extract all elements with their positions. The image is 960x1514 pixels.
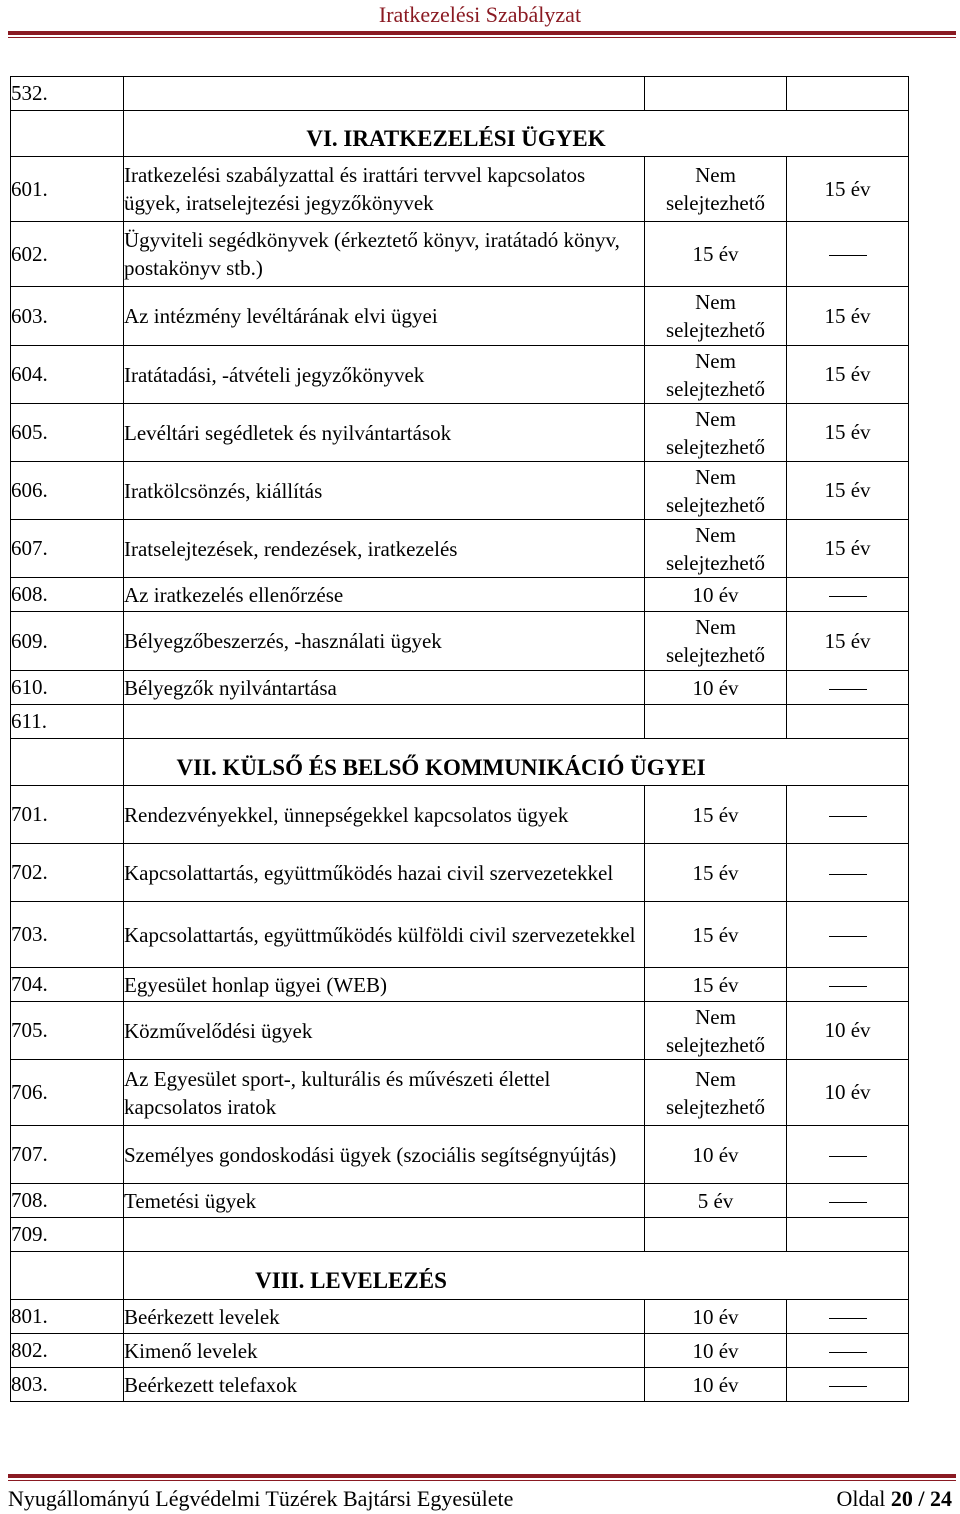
item-code: 802.: [11, 1334, 124, 1368]
table-row: [11, 1184, 909, 1218]
page-total: 24: [930, 1486, 952, 1511]
section-heading-row: [11, 1252, 909, 1300]
section-heading-row: [11, 739, 909, 786]
item-code: 603.: [11, 287, 124, 346]
retention-period: 10 év: [645, 1334, 787, 1368]
table-row: [11, 287, 909, 346]
retention-period: 10 év: [645, 1300, 787, 1334]
table-row: [11, 157, 909, 222]
dash-mark: [829, 1202, 867, 1203]
table-row: [11, 222, 909, 287]
table-row: [11, 404, 909, 462]
item-code: 602.: [11, 222, 124, 287]
item-code: 610.: [11, 671, 124, 705]
item-code: 606.: [11, 462, 124, 520]
retention-period: Nem selejtezhető: [645, 1060, 787, 1126]
item-description: Ügyviteli segédkönyvek (érkeztető könyv, iratátadó könyv, postakönyv stb.): [124, 222, 645, 287]
archive-period: 15 év: [787, 612, 909, 671]
archive-period: [787, 1300, 909, 1334]
retention-period: 10 év: [645, 578, 787, 612]
retention-period: Nem selejtezhető: [645, 612, 787, 671]
retention-period: 15 év: [645, 902, 787, 968]
archive-period: 15 év: [787, 404, 909, 462]
item-code: 703.: [11, 902, 124, 968]
table-row: [11, 462, 909, 520]
item-description: Személyes gondoskodási ügyek (szociális segítségnyújtás): [124, 1126, 645, 1184]
page-number: [836, 1486, 952, 1512]
retention-period: 15 év: [645, 844, 787, 902]
table-row: [11, 1368, 909, 1402]
footer-rule: [8, 1474, 956, 1478]
table-row: [11, 786, 909, 844]
item-description: Beérkezett telefaxok: [124, 1368, 645, 1402]
dash-mark: [829, 1386, 867, 1387]
item-code: 611.: [11, 705, 124, 739]
archive-period: [787, 844, 909, 902]
archive-period: 15 év: [787, 520, 909, 578]
retention-period: Nem selejtezhető: [645, 520, 787, 578]
page-separator: /: [918, 1486, 925, 1511]
table-row: [11, 1218, 909, 1252]
page-label: Oldal: [836, 1486, 886, 1511]
retention-period: 15 év: [645, 968, 787, 1002]
item-description: Kapcsolattartás, együttműködés hazai civil szervezetekkel: [124, 844, 645, 902]
retention-period: 10 év: [645, 1126, 787, 1184]
table-row: [11, 705, 909, 739]
item-description: Levéltári segédletek és nyilvántartások: [124, 404, 645, 462]
archive-period: 15 év: [787, 287, 909, 346]
footer-rule-thin: [8, 1480, 956, 1481]
item-description: Iratkölcsönzés, kiállítás: [124, 462, 645, 520]
retention-period: Nem selejtezhető: [645, 462, 787, 520]
item-code: 601.: [11, 157, 124, 222]
table-row: [11, 578, 909, 612]
item-description: Az iratkezelés ellenőrzése: [124, 578, 645, 612]
retention-period: Nem selejtezhető: [645, 287, 787, 346]
dash-mark: [829, 255, 867, 256]
item-code: 803.: [11, 1368, 124, 1402]
retention-period: 5 év: [645, 1184, 787, 1218]
item-description: Bélyegzőbeszerzés, -használati ügyek: [124, 612, 645, 671]
archive-period: [787, 1334, 909, 1368]
section-heading: VIII. LEVELEZÉS: [124, 1252, 909, 1300]
dash-mark: [829, 986, 867, 987]
retention-period: Nem selejtezhető: [645, 404, 787, 462]
item-description: Az intézmény levéltárának elvi ügyei: [124, 287, 645, 346]
archive-period: [787, 786, 909, 844]
archive-period: [787, 222, 909, 287]
table-row: [11, 1060, 909, 1126]
item-code: 609.: [11, 612, 124, 671]
retention-period: 10 év: [645, 671, 787, 705]
document-header-title: Iratkezelési Szabályzat: [378, 2, 582, 27]
retention-period: Nem selejtezhető: [645, 157, 787, 222]
archive-period: [787, 578, 909, 612]
item-code: 608.: [11, 578, 124, 612]
header-rule-thin: [8, 37, 956, 38]
item-description: Iratátadási, -átvételi jegyzőkönyvek: [124, 346, 645, 404]
table-row: [11, 1334, 909, 1368]
archive-period: [787, 1184, 909, 1218]
retention-period: 15 év: [645, 222, 787, 287]
archive-period: [787, 671, 909, 705]
section-heading: VI. IRATKEZELÉSI ÜGYEK: [124, 111, 909, 157]
retention-period: Nem selejtezhető: [645, 1002, 787, 1060]
item-description: Bélyegzők nyilvántartása: [124, 671, 645, 705]
item-description: Egyesület honlap ügyei (WEB): [124, 968, 645, 1002]
retention-period: 15 év: [645, 786, 787, 844]
item-code: 708.: [11, 1184, 124, 1218]
header-rule: [8, 31, 956, 35]
item-description: Kapcsolattartás, együttműködés külföldi civil szervezetekkel: [124, 902, 645, 968]
records-retention-table: [10, 76, 909, 1402]
archive-period: [787, 1126, 909, 1184]
dash-mark: [829, 816, 867, 817]
table-row: [11, 346, 909, 404]
item-code: 607.: [11, 520, 124, 578]
retention-period: Nem selejtezhető: [645, 346, 787, 404]
item-code: 604.: [11, 346, 124, 404]
dash-mark: [829, 596, 867, 597]
table-row: [11, 671, 909, 705]
item-description: Temetési ügyek: [124, 1184, 645, 1218]
table-row: [11, 520, 909, 578]
archive-period: 10 év: [787, 1002, 909, 1060]
table-row: [11, 968, 909, 1002]
item-description: Az Egyesület sport-, kulturális és művészeti élettel kapcsolatos iratok: [124, 1060, 645, 1126]
section-heading: VII. KÜLSŐ ÉS BELSŐ KOMMUNIKÁCIÓ ÜGYEI: [124, 739, 909, 786]
item-code: 532.: [11, 77, 124, 111]
table-row: [11, 1002, 909, 1060]
item-description: Közművelődési ügyek: [124, 1002, 645, 1060]
table-row: [11, 844, 909, 902]
archive-period: 15 év: [787, 346, 909, 404]
section-heading-row: [11, 111, 909, 157]
item-code: 702.: [11, 844, 124, 902]
dash-mark: [829, 1156, 867, 1157]
footer-organization: Nyugállományú Légvédelmi Tüzérek Bajtársi Egyesülete: [8, 1486, 514, 1511]
item-code: 709.: [11, 1218, 124, 1252]
item-description: Rendezvényekkel, ünnepségekkel kapcsolatos ügyek: [124, 786, 645, 844]
item-description: Iratselejtezések, rendezések, iratkezelés: [124, 520, 645, 578]
dash-mark: [829, 1318, 867, 1319]
table-row: [11, 1300, 909, 1334]
retention-period: 10 év: [645, 1368, 787, 1402]
dash-mark: [829, 874, 867, 875]
archive-period: 15 év: [787, 157, 909, 222]
table-row: [11, 1126, 909, 1184]
dash-mark: [829, 1352, 867, 1353]
item-code: 701.: [11, 786, 124, 844]
item-code: 705.: [11, 1002, 124, 1060]
item-code: 706.: [11, 1060, 124, 1126]
dash-mark: [829, 936, 867, 937]
archive-period: [787, 902, 909, 968]
table-row: [11, 902, 909, 968]
archive-period: 10 év: [787, 1060, 909, 1126]
item-description: Kimenő levelek: [124, 1334, 645, 1368]
table-row: [11, 612, 909, 671]
item-code: 605.: [11, 404, 124, 462]
page-current: 20: [890, 1486, 913, 1511]
item-description: Iratkezelési szabályzattal és irattári tervvel kapcsolatos ügyek, iratselejtezési jegyzőkönyvek: [124, 157, 645, 222]
archive-period: [787, 1368, 909, 1402]
dash-mark: [829, 689, 867, 690]
item-code: 704.: [11, 968, 124, 1002]
table-row: [11, 77, 909, 111]
archive-period: [787, 968, 909, 1002]
item-code: 801.: [11, 1300, 124, 1334]
archive-period: 15 év: [787, 462, 909, 520]
item-code: 707.: [11, 1126, 124, 1184]
item-description: Beérkezett levelek: [124, 1300, 645, 1334]
